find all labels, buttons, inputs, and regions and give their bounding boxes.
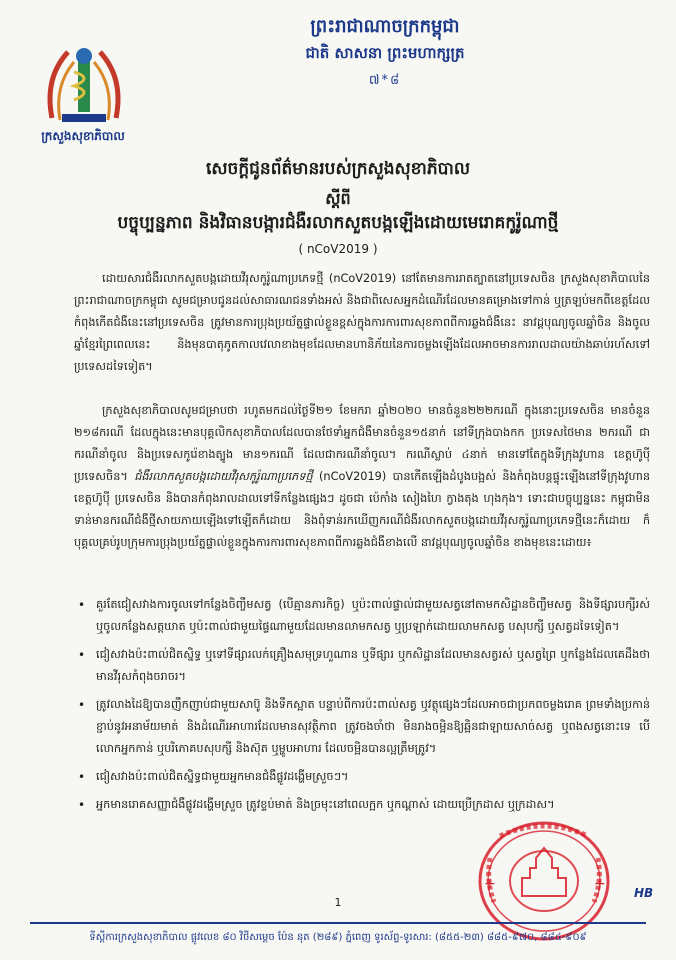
kingdom-heading: ព្រះរាជាណាចក្រកម្ពុជា: [310, 16, 460, 37]
paragraph-2-emphasis: ជំងឺរលាកសួតបង្កដោយវីរុសកូរ៉ូណាប្រភេទថ្មី: [134, 470, 313, 483]
paragraph-2-text-cont: (nCoV2019) បានកើតឡើងដំបូងបង្អស់ និងកំពុងបន្តផ្ទុះឡើងនៅទីក្រុងវូហាន ខេត្តហ៊ូប៉ី ប្រទេសចិន និងបានកំពុងរាលដាលទៅទីកន្លែងផ្សេងៗ ដូចជា ប៉េកាំង សៀងហៃ ក្វាងតុង ហុងកុង។ ទោះជាបច្ចុប្បន្ននេះ កម្ពុជាមិនទាន់មានករណីជំងឺថ្មីសាយភាយឡើងទៅឡើតក៏ដោយ និងពុំទាន់រកឃើញករណីជំងឺរលាកសួតបង្កដោយវីរុសកូរ៉ូណាប្រភេទថ្មីនេះក៏ដោយ ក៏បុគ្គលគ្រប់រូបក្រុមការប្រុងប្រយ័ត្នផ្ទាល់ខ្លួនក្នុងការការពារសុខភាពពីការឆ្លងជំងឺខាងលើ នាវដ្តបុណ្យចូលឆ្នាំចិន ខាងមុខនេះដោយ៖: [74, 470, 650, 549]
bullet-icon: •: [78, 770, 86, 784]
recommendation-list: [74, 594, 650, 822]
document-title: សេចក្តីជូនព័ត៌មានរបស់ក្រសួងសុខាភិបាល: [205, 159, 471, 179]
document-subject: បច្ចុប្បន្នភាព និងវិធានបង្ការជំងឺរលាកសួតបង្កឡើងដោយមេរោគកូរ៉ូណាថ្មី: [117, 213, 559, 233]
page-number: 1: [334, 896, 342, 909]
virus-code: ( nCoV2019 ): [298, 242, 378, 256]
footer-address: ទីស្តីការក្រសួងសុខាភិបាល ផ្លូវលេខ ៨០ វិថីសម្តេច ប៉ែន នុត (២៨៩) ភ្នំពេញ ទូរស័ព្ទ-ទូរសារ: (៨៥៥-២៣) ៨៨៥-៩៧០, ៨៨៤-៩០៩: [89, 932, 587, 943]
list-item-text: ជៀសវាងប៉ះពាល់ជិតស្និទ្ធជាមួយអ្នកមានជំងឺផ្លូវដង្ហើមស្រួចៗ។: [96, 770, 349, 783]
title-subject-label: ស្តីពី: [325, 189, 351, 208]
list-item: [74, 644, 650, 688]
ministry-emblem-icon: [34, 38, 134, 128]
bullet-icon: •: [78, 798, 86, 812]
list-item: [74, 766, 650, 788]
list-item: [74, 694, 650, 760]
list-item: [74, 794, 650, 816]
ministry-name: ក្រសួងសុខាភិបាល: [41, 129, 125, 143]
list-item-text: ជៀសវាងប៉ះពាល់ជិតស្និទ្ធ ឬទៅទីផ្សារលក់គ្រឿងសមុទ្រហួណាន ឬទីផ្សារ ឬកសិដ្ឋានដែលមានសត្វរស់ ឬសត្វព្រៃ ឬកន្លែងដែលគេដឹងថាមានវីរុសកំពុងចរាចរ។: [96, 648, 650, 683]
list-item-text: ត្រូវលាងដៃឱ្យបានញឹកញាប់ជាមួយសាប៊ូ និងទឹកស្អាត បន្ទាប់ពីការប៉ះពាល់សត្វ ឬវត្ថុផ្សេងៗដែលអាចជាប្រភពចម្លងរោគ ព្រមទាំងប្រកាន់ខ្ជាប់នូវអនាម័យមាត់ និងដំណើរអាហារដែលមានសុវត្ថិភាព ត្រូវចងចាំថា មិនរាងចម្អិនឱ្យឆ្អិនជាឡាយសាច់សត្វ ឬពងសត្វនោះទេ បើលោកអ្នកកាន់ ឬបរិភោគបសុបក្សី និងស៊ុត ឬម្ហូបអាហារ ដែលចម្អិនបានល្អត្រឹមត្រូវ។: [96, 698, 650, 755]
svg-text:+: +: [594, 876, 606, 892]
list-item-text: គួរតែជៀសវាងការចូលទៅកន្លែងចិញ្ចឹមសត្វ (បើគ្មានភារកិច្ច) ឬប៉ះពាល់ផ្ទាល់ជាមួយសត្វនៅតាមកសិដ្ឋានចិញ្ចឹមសត្វ និងទីផ្សារបក្សីរស់ ឬចូលកន្លែងសត្តឃាត ឬប៉ះពាល់ជាមួយផ្ទៃណាមួយដែលមានលាមកសត្វ ឬប្រឡាក់ដោយលាមកសត្វ បសុបក្សី ឬសត្វដទៃទៀត។: [96, 598, 650, 633]
svg-text:+: +: [484, 876, 496, 892]
list-item: [74, 594, 650, 638]
bullet-icon: •: [78, 598, 86, 612]
official-seal-icon: [476, 818, 612, 944]
bullet-icon: •: [78, 698, 86, 712]
ornament: ៧*៨: [368, 73, 402, 88]
list-item-text: អ្នកមានរោគសញ្ញាជំងឺផ្លូវដង្ហើមស្រួច ត្រូវខ្ទប់មាត់ និងច្រមុះនៅពេលក្អក ឬកណ្តាស់ ដោយប្រើក្រដាស ឬក្រដាស។: [96, 798, 555, 811]
signature-initials: HB: [634, 886, 654, 900]
footer-divider: [30, 922, 646, 924]
bullet-icon: •: [78, 648, 86, 662]
paragraph-2: [74, 400, 650, 554]
paragraph-2-text: ក្រសួងសុខាភិបាលសូមជម្រាបថា រហូតមកដល់ថ្ងៃទី២១ ខែមករា ឆ្នាំ២០២០ មានចំនួន២២២ករណី ក្នុងនោះប្រទេសចិន មានចំនួន ២១៨ករណី ដែលក្នុងនេះមានបុគ្គលិកសុខាភិបាលដែលបានថែទាំអ្នកជំងឺមានចំនួន១៥នាក់ នៅទីក្រុងបាងកក ប្រទេសថៃមាន ២ករណី ជាករណីនាំចូល និងប្រទេសកូរ៉េខាងត្បូង មាន១ករណី ដែលជាករណីនាំចូល។ ករណីស្លាប់ ៤នាក់ មានទៅតែក្នុងទីក្រុងវូហាន ខេត្តហ៊ូប៉ី ប្រទេសចិន។: [74, 404, 650, 483]
paragraph-1: ដោយសារជំងឺរលាកសួតបង្កដោយវីរុសកូរ៉ូណាប្រភេទថ្មី (nCoV2019) នៅតែមានការរាតត្បាតនៅប្រទេសចិន ក្រសួងសុខាភិបាលនៃព្រះរាជាណាចក្រកម្ពុជា សូមជម្រាបជូនដល់សាធារណជនទាំងអស់ និងជាពិសេសអ្នកដំណើរដែលមានគម្រោងទៅកាន់ ឬត្រឡប់មកពីខេត្តដែលកំពុងកើតជំងឺនេះនៅប្រទេសចិន ត្រូវមានការប្រុងប្រយ័ត្នផ្ទាល់ខ្លួនខ្ពស់ក្នុងការការពារសុខភាពពីការឆ្លងជំងឺនេះ នាវដ្តបុណ្យចូលឆ្នាំចិន និងចូលឆ្នាំខ្មែរព្រៃពេលនេះ និងមុនបាតុភូតកាលវេលាខាងមុខដែលមានហានិភ័យនៃការចម្លងឡើងដែលអាចមានការរាលដាលយ៉ាងឆាប់រហ័សទៅប្រទេសដទៃទៀត។: [74, 272, 650, 373]
national-motto: ជាតិ សាសនា ព្រះមហាក្សត្រ: [305, 44, 465, 62]
